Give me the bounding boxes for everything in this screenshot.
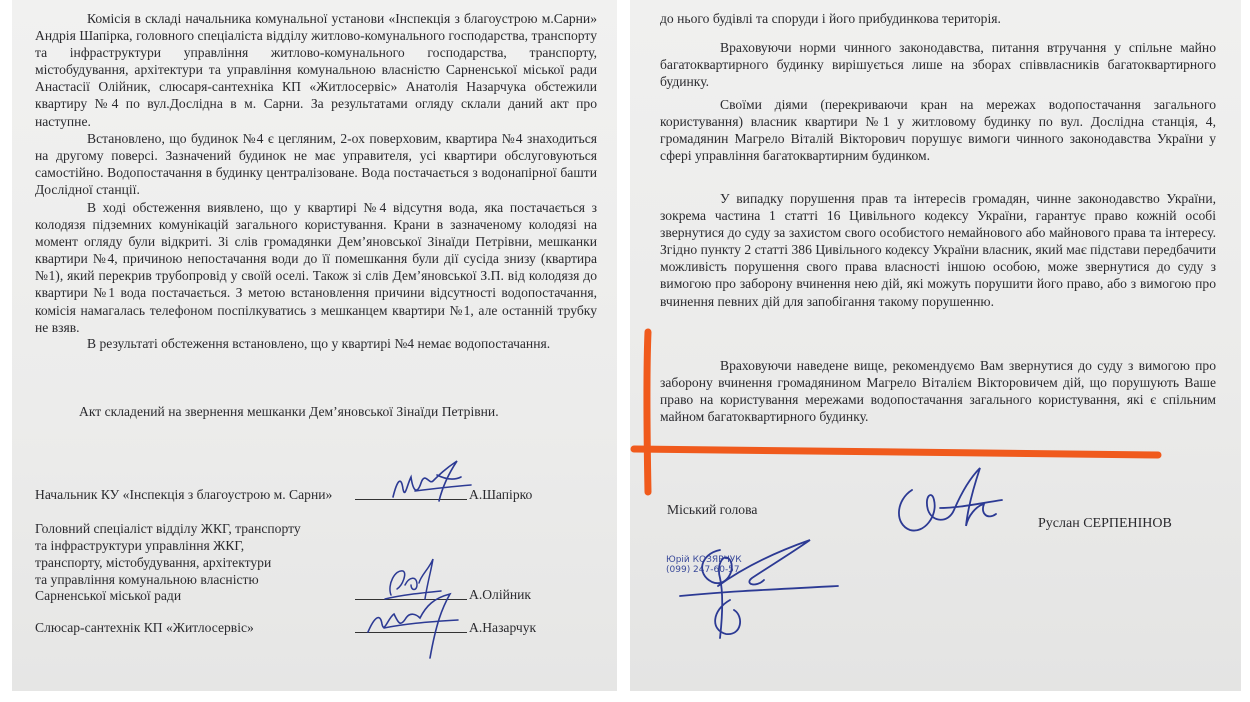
executor-name: Юрій КОЗЯРЧУК [666,555,742,565]
mayor-title: Міський голова [667,502,758,517]
signer-specialist-position-line: транспорту, містобудування, архітектури [35,555,272,570]
signer-head-position: Начальник КУ «Інспекція з благоустрою м. Сарни» [35,487,333,502]
handwritten-signature-nazarchuk [364,588,464,663]
paragraph-law-norms: Враховуючи норми чинного законодавства, питання втручання у спільне майно багатоквартирного будинку вирішується лише на зборах співвласників багатоквартирного будинку. [660,40,1216,90]
signer-specialist-position-line: та управління комунальною власністю [35,572,259,587]
signer-specialist-name: А.Олійник [469,587,532,602]
handwritten-signature-shapirko [387,455,477,510]
paragraph-recommendation: Враховуючи наведене вище, рекомендуємо Вам звернутися до суду з вимогою про заборону вчинення громадянином Магрело Віталієм Вікторовичем дій, що порушують Ваше право на користування мережами водопостачання загального користування, які є спільним майном багатоквартирного будинку. [660,358,1216,425]
signer-plumber-position: Слюсар-сантехнік КП «Житлосервіс» [35,620,254,635]
signer-head-name: А.Шапірко [469,487,533,502]
paragraph-commission: Комісія в складі начальника комунальної установи «Інспекція з благоустрою м.Сарни» Андрія Шапірка, головного спеціаліста відділу житлово-комунального господарства, транспорту та інфраструктури управління житлово-комунального господарства, транспорту, містобудування, архітектури та управління комунальною власністю Сарненської міської ради Анастасії Олійник, слюсаря-сантехніка КП «Житлосервіс» Анатолія Назарчука обстежили квартиру №4 по вул.Дослідна в м. Сарни. За результатами огляду склали даний акт про наступне. [35,11,597,129]
paragraph-result: В результаті обстеження встановлено, що у квартирі №4 немає водопостачання. [87,336,551,351]
cut-off-top-line: до нього будівлі та споруди і його прибудинкова територія. [660,11,1001,26]
handwritten-signature-executor [660,530,850,645]
paragraph-court-rights: У випадку порушення прав та інтересів громадян, чинне законодавство України, зокрема частина 1 статті 16 Цивільного кодексу України, гарантує право кожній особі звернутися до суду за захистом свого особистого немайнового або майнового права та інтересу. Згідно пункту 2 статті 386 Цивільного кодексу України власник, який має підстави передбачити можливість порушення свого права власності іншою особою, може звернутися до суду з вимогою про заборону вчинення нею дій, які можуть порушити його право, або з вимогою про вчинення певних дій для запобігання такому порушенню. [660,191,1216,309]
paragraph-violation: Своїми діями (перекриваючи кран на мережах водопостачання загального користування) власник квартири №1 у житловому будинку по вул. Дослідна станція, 4, громадянин Магрело Віталій Вікторович порушує вимоги чинного законодавства України у сфері управління багатоквартирним будинком. [660,97,1216,164]
paragraph-inspection: В ході обстеження виявлено, що у квартирі №4 відсутня вода, яка постачається з колодязя підземних комунікацій загального користування. Крани в зазначеному колодязі на момент огляду були відкриті. Зі слів громадянки Дем’яновської Зінаїди Петрівни, мешканки квартири №4, причиною непостачання води до її помешкання були дії сусіда знизу (квартира №1), який перекрив трубопровід у своїй оселі. Також зі слів Дем’яновської З.П. від колодязя до квартири №1 вода постачається. З метою встановлення причини відсутності водопостачання, комісія намагалась телефоном поспілкуватись з мешканцем квартири №1, але останній трубку не взяв. [35,200,597,335]
mayor-name: Руслан СЕРПЕНІНОВ [1038,516,1172,531]
signer-specialist-position-line: та інфраструктури управління ЖКГ, [35,538,245,553]
left-document-page [12,0,617,691]
act-note: Акт складений на звернення мешканки Дем’яновської Зінаїди Петрівни. [79,404,499,419]
signer-specialist-position-line: Головний спеціаліст відділу ЖКГ, транспорту [35,521,301,536]
signer-specialist-position-line: Сарненської міської ради [35,588,182,603]
right-document-page [630,0,1241,691]
paragraph-established: Встановлено, що будинок №4 є цегляним, 2-ох поверховим, квартира №4 знаходиться на другому поверсі. Зазначений будинок не має управителя, усі квартири обслуговуються самостійно. Водопостачання в будинку централізоване. Вода постачається з водонапірної башти Дослідної станції. [35,131,597,198]
signer-plumber-name: А.Назарчук [469,620,537,635]
handwritten-signature-mayor [888,460,1008,540]
executor-phone: (099) 247-60-57 [666,565,740,575]
